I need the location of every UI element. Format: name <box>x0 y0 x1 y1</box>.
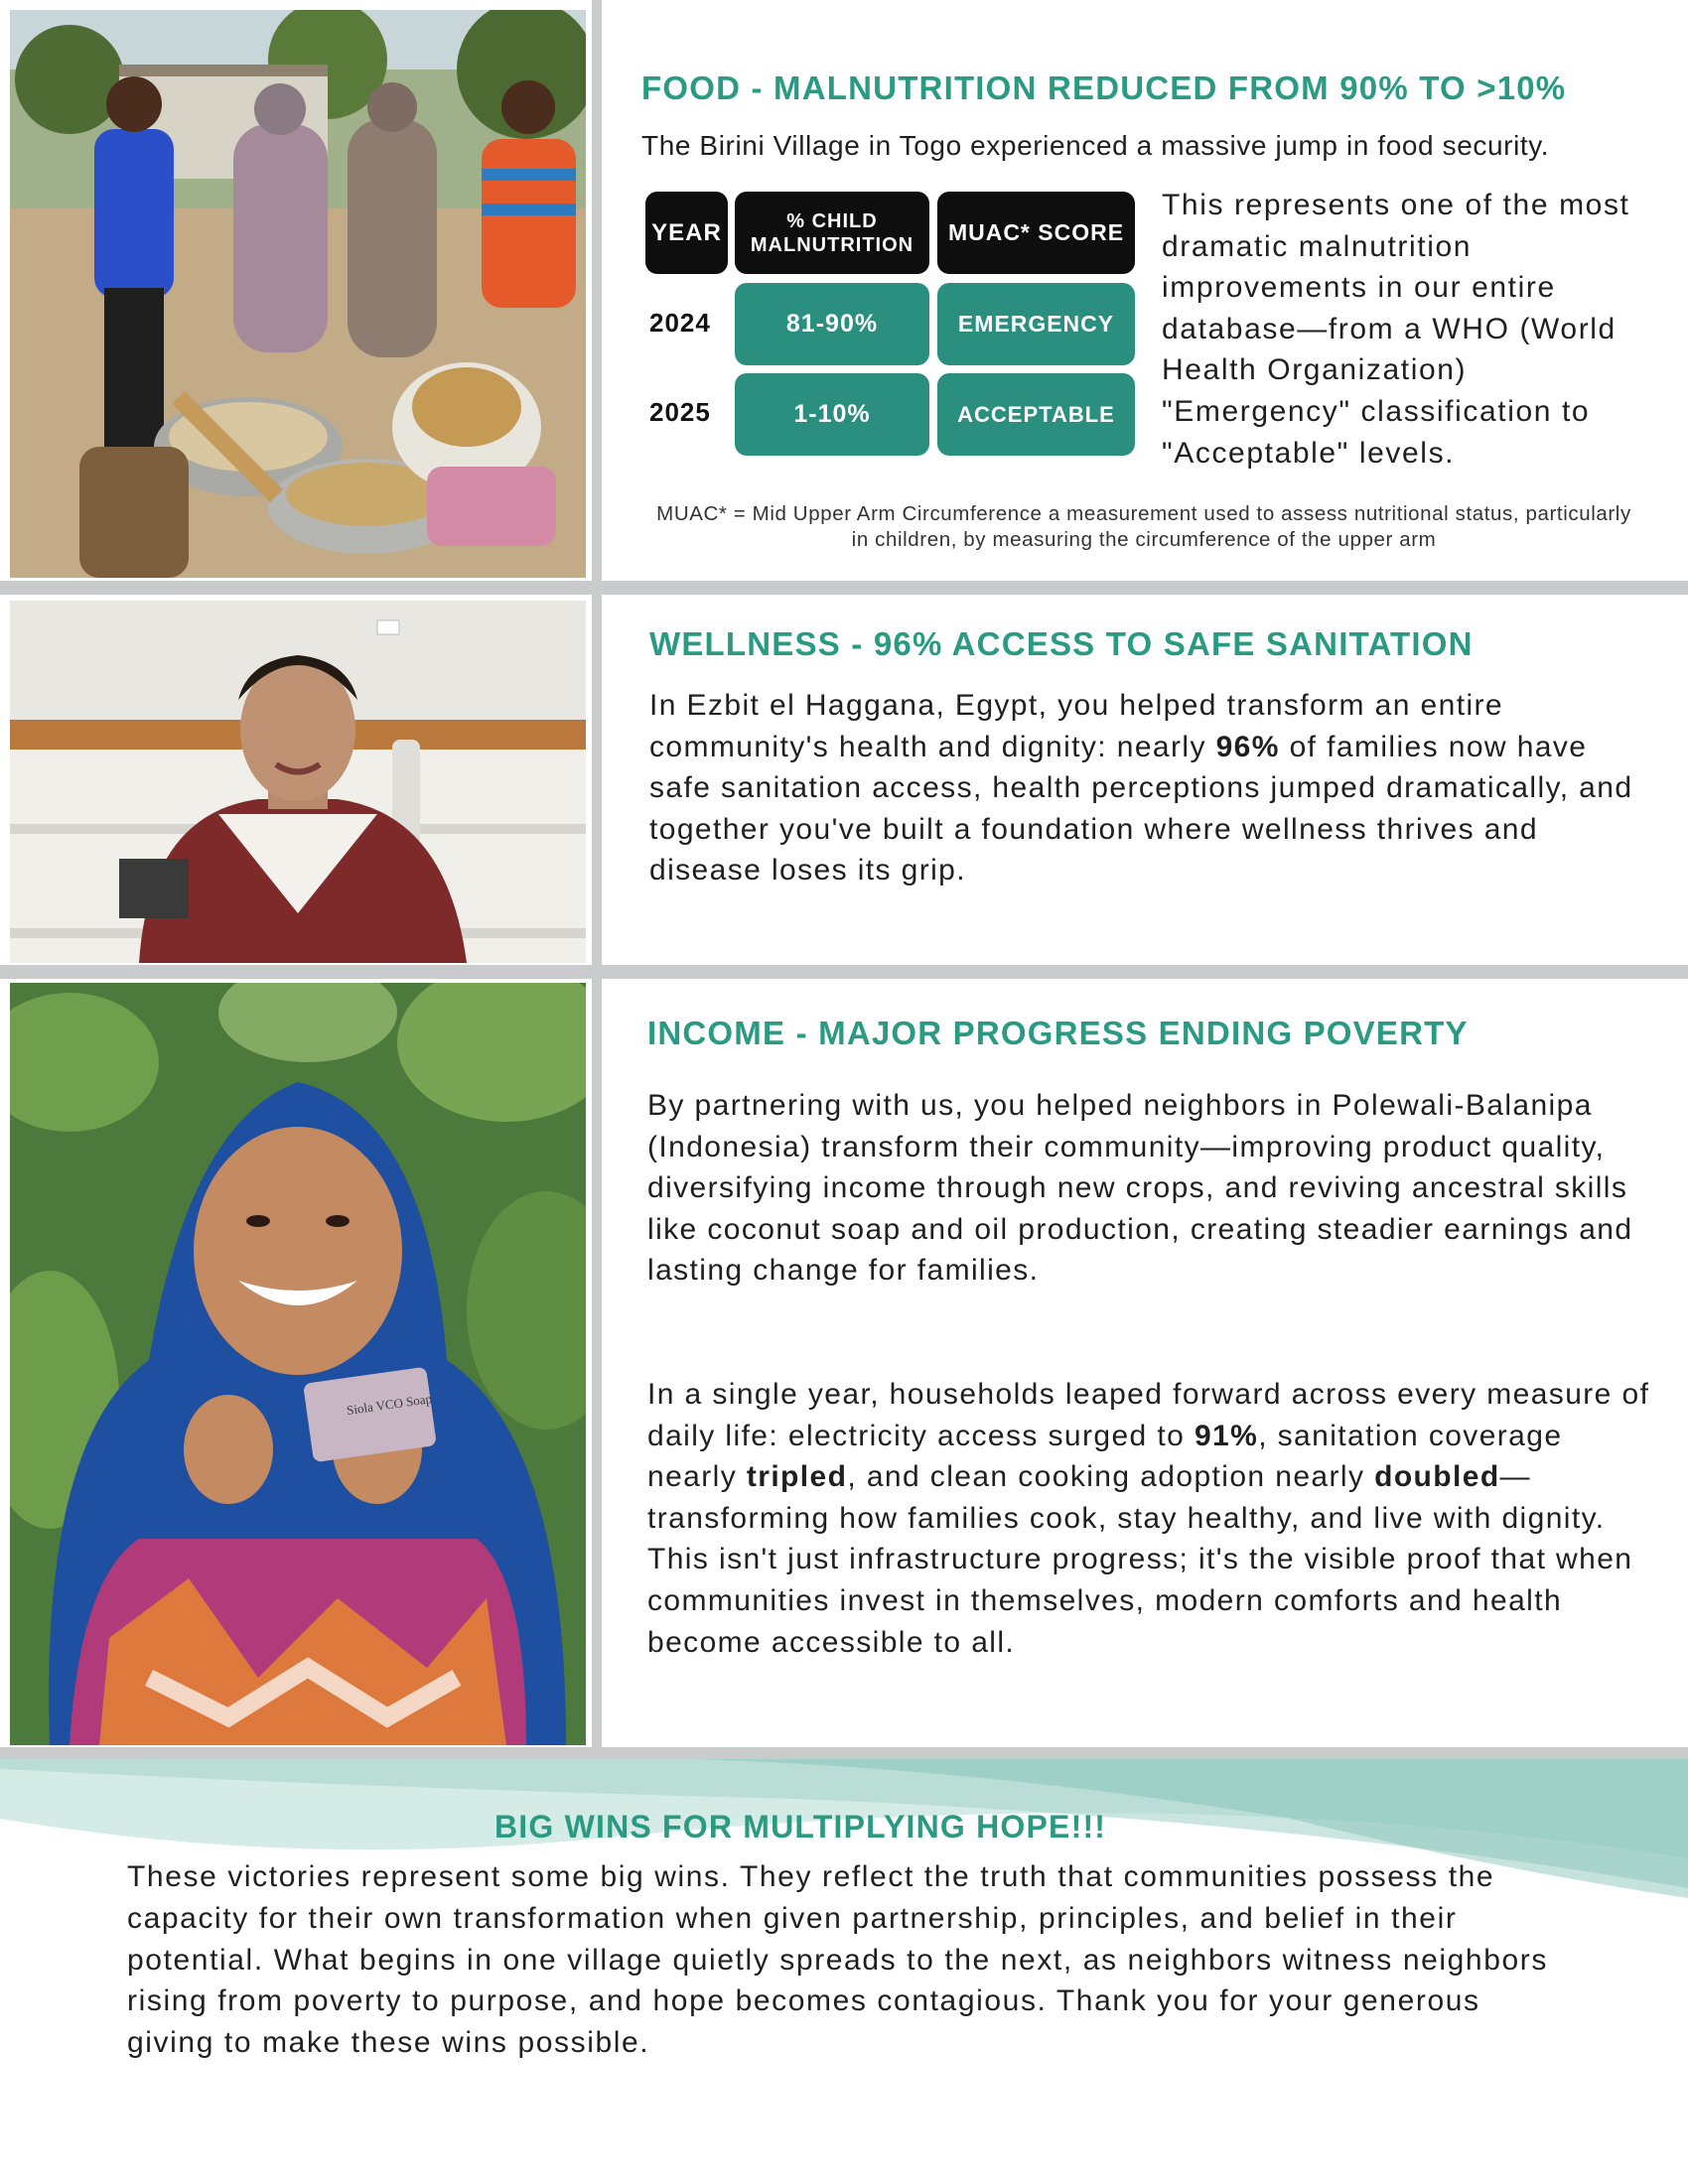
income-stat-91: 91% <box>1194 1419 1259 1452</box>
row-2024-muac: EMERGENCY <box>937 283 1135 365</box>
row-2024-malnutrition: 81-90% <box>735 283 929 365</box>
row-2025-year: 2025 <box>649 397 711 427</box>
section-divider-1 <box>0 581 1688 595</box>
table-header-malnutrition: % CHILD MALNUTRITION <box>735 192 929 274</box>
portrait-photo <box>10 601 586 963</box>
row-2024-year: 2024 <box>649 308 711 338</box>
wellness-text-a: In Ezbit el Haggana, Egypt, you helped transform an entire community's health and dignity: nearly <box>649 689 1503 763</box>
soap-label: Siola VCO Soap <box>346 1391 433 1419</box>
food-heading: FOOD - MALNUTRITION REDUCED FROM 90% TO >10% <box>641 69 1567 106</box>
income-stat-tripled: tripled <box>746 1460 848 1494</box>
wellness-text-b: of families now have safe sanitation access, health perceptions jumped dramatically, and together you've built a foundation where wellness thrives and disease loses its grip. <box>649 730 1633 887</box>
income-heading: INCOME - MAJOR PROGRESS ENDING POVERTY <box>647 1015 1469 1051</box>
wins-text: These victories represent some big wins. They reflect the truth that communities possess the capacity for their own transformation when given partnership, principles, and belief in their potential. What begins in one village quietly spreads to the next, as neighbors witness neighbors rising from poverty to purpose, and hope becomes contagious. Thank you for your generous giving to make these wins possible. <box>127 1860 1548 2060</box>
village-photo <box>10 10 586 578</box>
wellness-heading: WELLNESS - 96% ACCESS TO SAFE SANITATION <box>649 625 1474 662</box>
food-intro: The Birini Village in Togo experienced a massive jump in food security. <box>641 130 1550 161</box>
table-header-muac: MUAC* SCORE <box>937 192 1135 274</box>
income-para1: By partnering with us, you helped neighbors in Polewali-Balanipa (Indonesia) transform their community—improving product quality, diversifying income through new crops, and reviving ancestral skills like coconut soap and oil production, creating steadier earnings and lasting change for families. <box>647 1089 1633 1288</box>
income-para2-c: , sanitation coverage nearly <box>647 1419 1563 1494</box>
soap-photo <box>10 983 586 1745</box>
food-side-text: This represents one of the most dramatic malnutrition improvements in our entire database—from a WHO (World Health Organization) "Emergency" classification to "Acceptable" levels. <box>1162 189 1630 470</box>
wins-heading: BIG WINS FOR MULTIPLYING HOPE!!! <box>494 1809 1107 1844</box>
muac-footnote: MUAC* = Mid Upper Arm Circumference a measurement used to assess nutritional status, particularly in children, by measuring the circumference of the upper arm <box>656 501 1631 551</box>
wellness-text-bold: 96% <box>1215 730 1280 763</box>
wellness-text <box>649 685 1652 891</box>
income-stat-doubled: doubled <box>1374 1460 1500 1494</box>
income-para2 <box>647 1374 1650 1663</box>
income-para2-a: In a single year, households leaped forward across every measure of daily life: electricity access surged to <box>647 1378 1650 1452</box>
income-para2-g: —transforming how families cook, stay healthy, and live with dignity. This isn't just infrastructure progress; it's the visible proof that when communities invest in themselves, modern comforts and health become accessible to all. <box>647 1460 1633 1659</box>
row-2025-muac: ACCEPTABLE <box>937 373 1135 456</box>
income-para2-e: , and clean cooking adoption nearly <box>847 1460 1375 1494</box>
row-2025-malnutrition: 1-10% <box>735 373 929 456</box>
section-divider-2 <box>0 965 1688 979</box>
table-header-year: YEAR <box>645 192 728 274</box>
vertical-divider <box>592 0 602 1752</box>
section-divider-3 <box>0 1747 1688 1759</box>
